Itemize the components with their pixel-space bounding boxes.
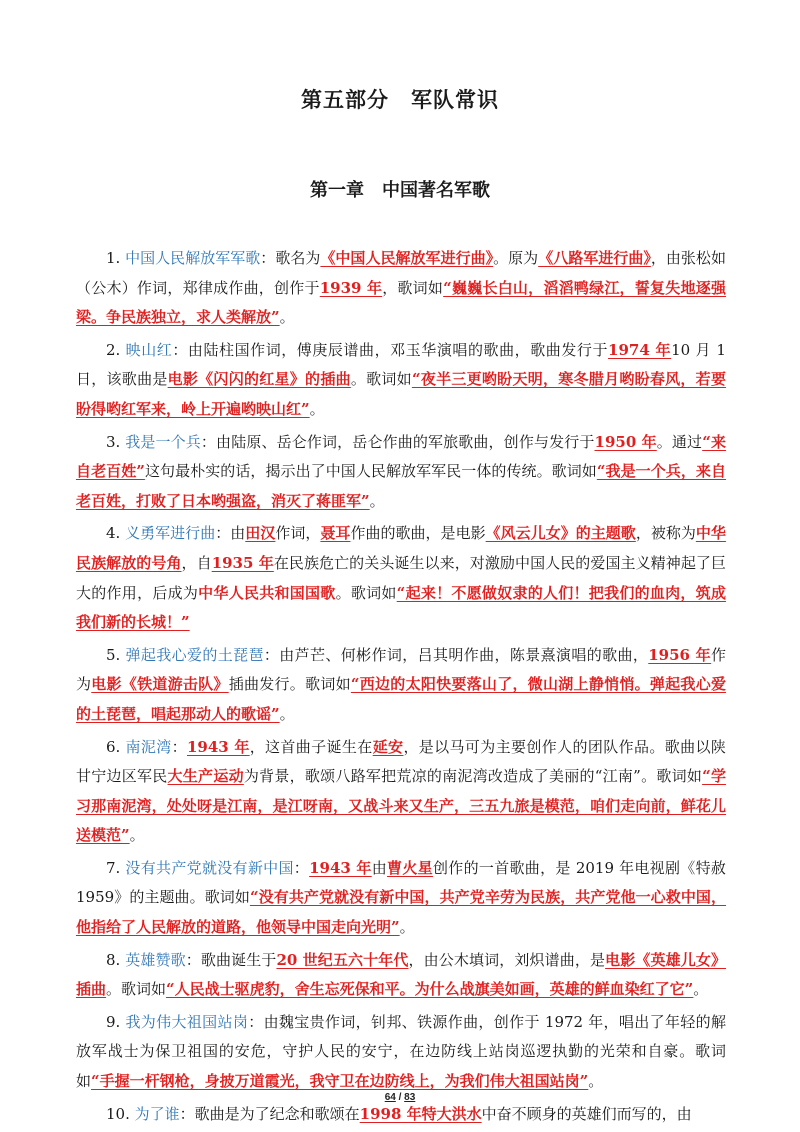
entry-number: 3. — [106, 432, 126, 451]
text-segment: 。歌词如 — [350, 370, 412, 389]
entry-number: 8. — [106, 950, 126, 969]
current-page-number: 64 — [384, 1092, 396, 1103]
text-segment: 。 — [129, 826, 145, 845]
highlighted-key-point: 1998 年特大洪水 — [359, 1104, 482, 1123]
song-title: 南泥湾 — [125, 737, 172, 756]
highlighted-key-point: “我是一个兵，来自老百姓，打败了日本哟强盗，消灭了蒋匪军” — [76, 462, 726, 510]
song-entry-paragraph — [76, 1100, 726, 1130]
highlighted-key-point: 曹火星 — [387, 858, 433, 877]
song-entry-paragraph — [76, 854, 726, 943]
song-entry-paragraph — [76, 428, 726, 517]
entry-number: 7. — [106, 858, 126, 877]
highlighted-key-point: “夜半三更哟盼天明，寒冬腊月哟盼春风，若要盼得哟红军来，岭上开遍哟映山红” — [76, 370, 726, 418]
text-segment: 。通过 — [656, 432, 703, 451]
highlighted-key-point: “学习那南泥湾，处处呀是江南，是江呀南，又战斗来又生产，三五九旅是模范，咱们走向前，鲜花儿送模范” — [76, 767, 726, 845]
highlighted-key-point: “没有共产党就没有新中国，共产党辛劳为民族，共产党他一心救中国，他指给了人民解放的道路，他领导中国走向光明” — [76, 888, 726, 937]
text-segment: ： — [293, 858, 310, 877]
text-segment: 作为 — [76, 645, 726, 694]
text-segment: ，歌词如 — [382, 278, 444, 297]
text-segment: 为背景，歌颂八路军把荒凉的南泥湾改造成了美丽的“江南”。歌词如 — [243, 767, 703, 786]
text-segment: 创作的一首歌曲，是 2019 年电视剧《特赦 1959》的主题曲。歌词如 — [76, 858, 726, 907]
song-title: 中国人民解放军军歌 — [125, 249, 261, 267]
song-title: 我是一个兵 — [125, 432, 201, 451]
song-entry-paragraph — [76, 946, 726, 1005]
text-segment: 。 — [279, 704, 295, 723]
document-body — [76, 244, 726, 1132]
song-entry-paragraph — [76, 1008, 726, 1097]
text-segment: ，由张松如（公木）作词，郑律成作曲，创作于 — [76, 249, 726, 297]
part-title: 第五部分 军队常识 — [301, 87, 499, 112]
text-segment: ：歌名为 — [260, 249, 321, 267]
text-segment: ：歌曲诞生于 — [185, 950, 277, 969]
highlighted-key-point: 大生产运动 — [167, 767, 244, 786]
highlighted-key-point: 《风云儿女》的主题歌 — [485, 524, 636, 543]
text-segment: ，这首曲子诞生在 — [249, 737, 373, 756]
highlighted-key-point: 1943 年 — [186, 737, 250, 756]
entry-number: 1. — [106, 249, 126, 267]
text-segment: ：由魏宝贵作词，钊邦、铁源作曲，创作于 1972 年，唱出了年轻的解放军战士为保卫祖国的安危，守护人民的安宁，在边防线上站岗巡逻执勤的光荣和自豪。歌词如 — [76, 1012, 726, 1091]
text-segment: 。 — [369, 491, 385, 510]
highlighted-key-point: 延安 — [372, 737, 404, 756]
highlighted-key-point: 电影《铁道游击队》 — [91, 675, 229, 694]
entry-number: 2. — [106, 340, 126, 359]
highlighted-key-point: 1943 年 — [309, 858, 372, 877]
page-separator: / — [395, 1092, 405, 1103]
text-segment: 作曲的歌曲，是电影 — [350, 524, 486, 543]
song-entry-paragraph — [76, 519, 726, 637]
text-segment: ：由陆原、岳仑作词，岳仑作曲的军旅歌曲，创作与发行于 — [200, 432, 595, 451]
text-segment: ：由陆柱国作词，傅庚辰谱曲，邓玉华演唱的歌曲，歌曲发行于 — [172, 340, 609, 359]
song-entry-paragraph — [76, 336, 726, 425]
highlighted-key-point: 中华人民共和国国歌 — [198, 583, 336, 602]
entry-number: 5. — [106, 645, 126, 664]
highlighted-key-point: “人民战士驱虎豹，舍生忘死保和平。为什么战旗美如画，英雄的鲜血染红了它” — [166, 980, 694, 999]
song-title: 义勇军进行曲 — [125, 524, 216, 543]
song-title: 弹起我心爱的土琵琶 — [125, 645, 264, 664]
page-number — [0, 1092, 800, 1103]
highlighted-key-point: “来自老百姓” — [76, 432, 726, 481]
text-segment: 。 — [693, 980, 709, 999]
text-segment: 。 — [399, 918, 415, 937]
text-segment: 。 — [279, 308, 295, 327]
highlighted-key-point: 《八路军进行曲》 — [538, 249, 651, 267]
text-segment: ： — [171, 737, 187, 756]
highlighted-key-point: 《中国人民解放军进行曲》 — [320, 249, 494, 267]
highlighted-key-point: 1956 年 — [648, 645, 711, 664]
highlighted-key-point: “起来！不愿做奴隶的人们！把我们的血肉，筑成我们新的长城！” — [76, 583, 726, 632]
entry-number: 10. — [106, 1104, 135, 1123]
highlighted-key-point: 田汉 — [245, 524, 276, 543]
song-title: 我为伟大祖国站岗 — [125, 1012, 249, 1031]
text-segment: 。 — [588, 1072, 604, 1091]
text-segment: ：由芦芒、何彬作词，吕其明作曲，陈景熹演唱的歌曲， — [263, 645, 649, 664]
song-title: 为了谁 — [134, 1104, 180, 1123]
highlighted-key-point: “巍巍长白山，滔滔鸭绿江，誓复失地逐强梁。争民族独立，求人类解放” — [76, 278, 726, 327]
highlighted-key-point: 中华民族解放的号角 — [76, 524, 726, 572]
highlighted-key-point: 1950 年 — [594, 432, 657, 451]
total-page-number: 83 — [404, 1092, 416, 1103]
text-segment: 由 — [371, 858, 388, 877]
highlighted-key-point: 电影《闪闪的红星》的插曲 — [167, 370, 351, 389]
text-segment: 插曲发行。歌词如 — [228, 675, 351, 694]
text-segment: 。原为 — [493, 249, 539, 267]
text-segment: ：由 — [215, 524, 246, 543]
text-segment: 。歌词如 — [106, 980, 167, 999]
highlighted-key-point: 电影《英雄儿女》插曲 — [76, 950, 726, 999]
highlighted-key-point: 20 世纪五六十年代 — [276, 950, 409, 969]
song-entry-paragraph — [76, 244, 726, 333]
text-segment: 在民族危亡的关头诞生以来，对激励中国人民的爱国主义精神起了巨大的作用，后成为 — [76, 553, 726, 602]
text-segment: 中奋不顾身的英雄们而写的，由 — [481, 1104, 692, 1123]
text-segment: 10 月 1 日，该歌曲是 — [76, 340, 726, 389]
entry-number: 9. — [106, 1012, 126, 1031]
text-segment: 这句最朴实的话，揭示出了中国人民解放军军民一体的传统。歌词如 — [144, 462, 597, 481]
text-segment: 作词， — [275, 524, 321, 543]
song-title: 映山红 — [125, 340, 173, 359]
highlighted-key-point: 1935 年 — [211, 553, 274, 572]
highlighted-key-point: 1974 年 — [608, 340, 672, 359]
highlighted-key-point: “手握一杆钢枪，身披万道霞光，我守卫在边防线上，为我们伟大祖国站岗” — [91, 1072, 589, 1091]
song-title: 英雄赞歌 — [125, 950, 186, 969]
text-segment: 。歌词如 — [335, 583, 397, 602]
song-entry-paragraph — [76, 641, 726, 730]
text-segment: ：歌曲是为了纪念和歌颂在 — [179, 1104, 360, 1123]
entry-number: 4. — [106, 524, 126, 543]
text-segment: ，是以马可为主要创作人的团队作品。歌曲以陕甘宁边区军民 — [76, 737, 726, 786]
text-segment: ，被称为 — [635, 524, 696, 543]
highlighted-key-point: 1939 年 — [319, 278, 383, 297]
chapter-title: 第一章 中国著名军歌 — [310, 180, 490, 201]
entry-number: 6. — [106, 737, 126, 756]
song-entry-paragraph — [76, 733, 726, 851]
text-segment: ，自 — [181, 553, 212, 572]
highlighted-key-point: “西边的太阳快要落山了，微山湖上静悄悄。弹起我心爱的土琵琶，唱起那动人的歌谣” — [76, 675, 726, 723]
text-segment: 。 — [309, 399, 325, 418]
highlighted-key-point: 聂耳 — [320, 524, 351, 543]
text-segment: ，由公木填词，刘炽谱曲，是 — [408, 950, 606, 969]
song-title: 没有共产党就没有新中国 — [125, 858, 294, 877]
